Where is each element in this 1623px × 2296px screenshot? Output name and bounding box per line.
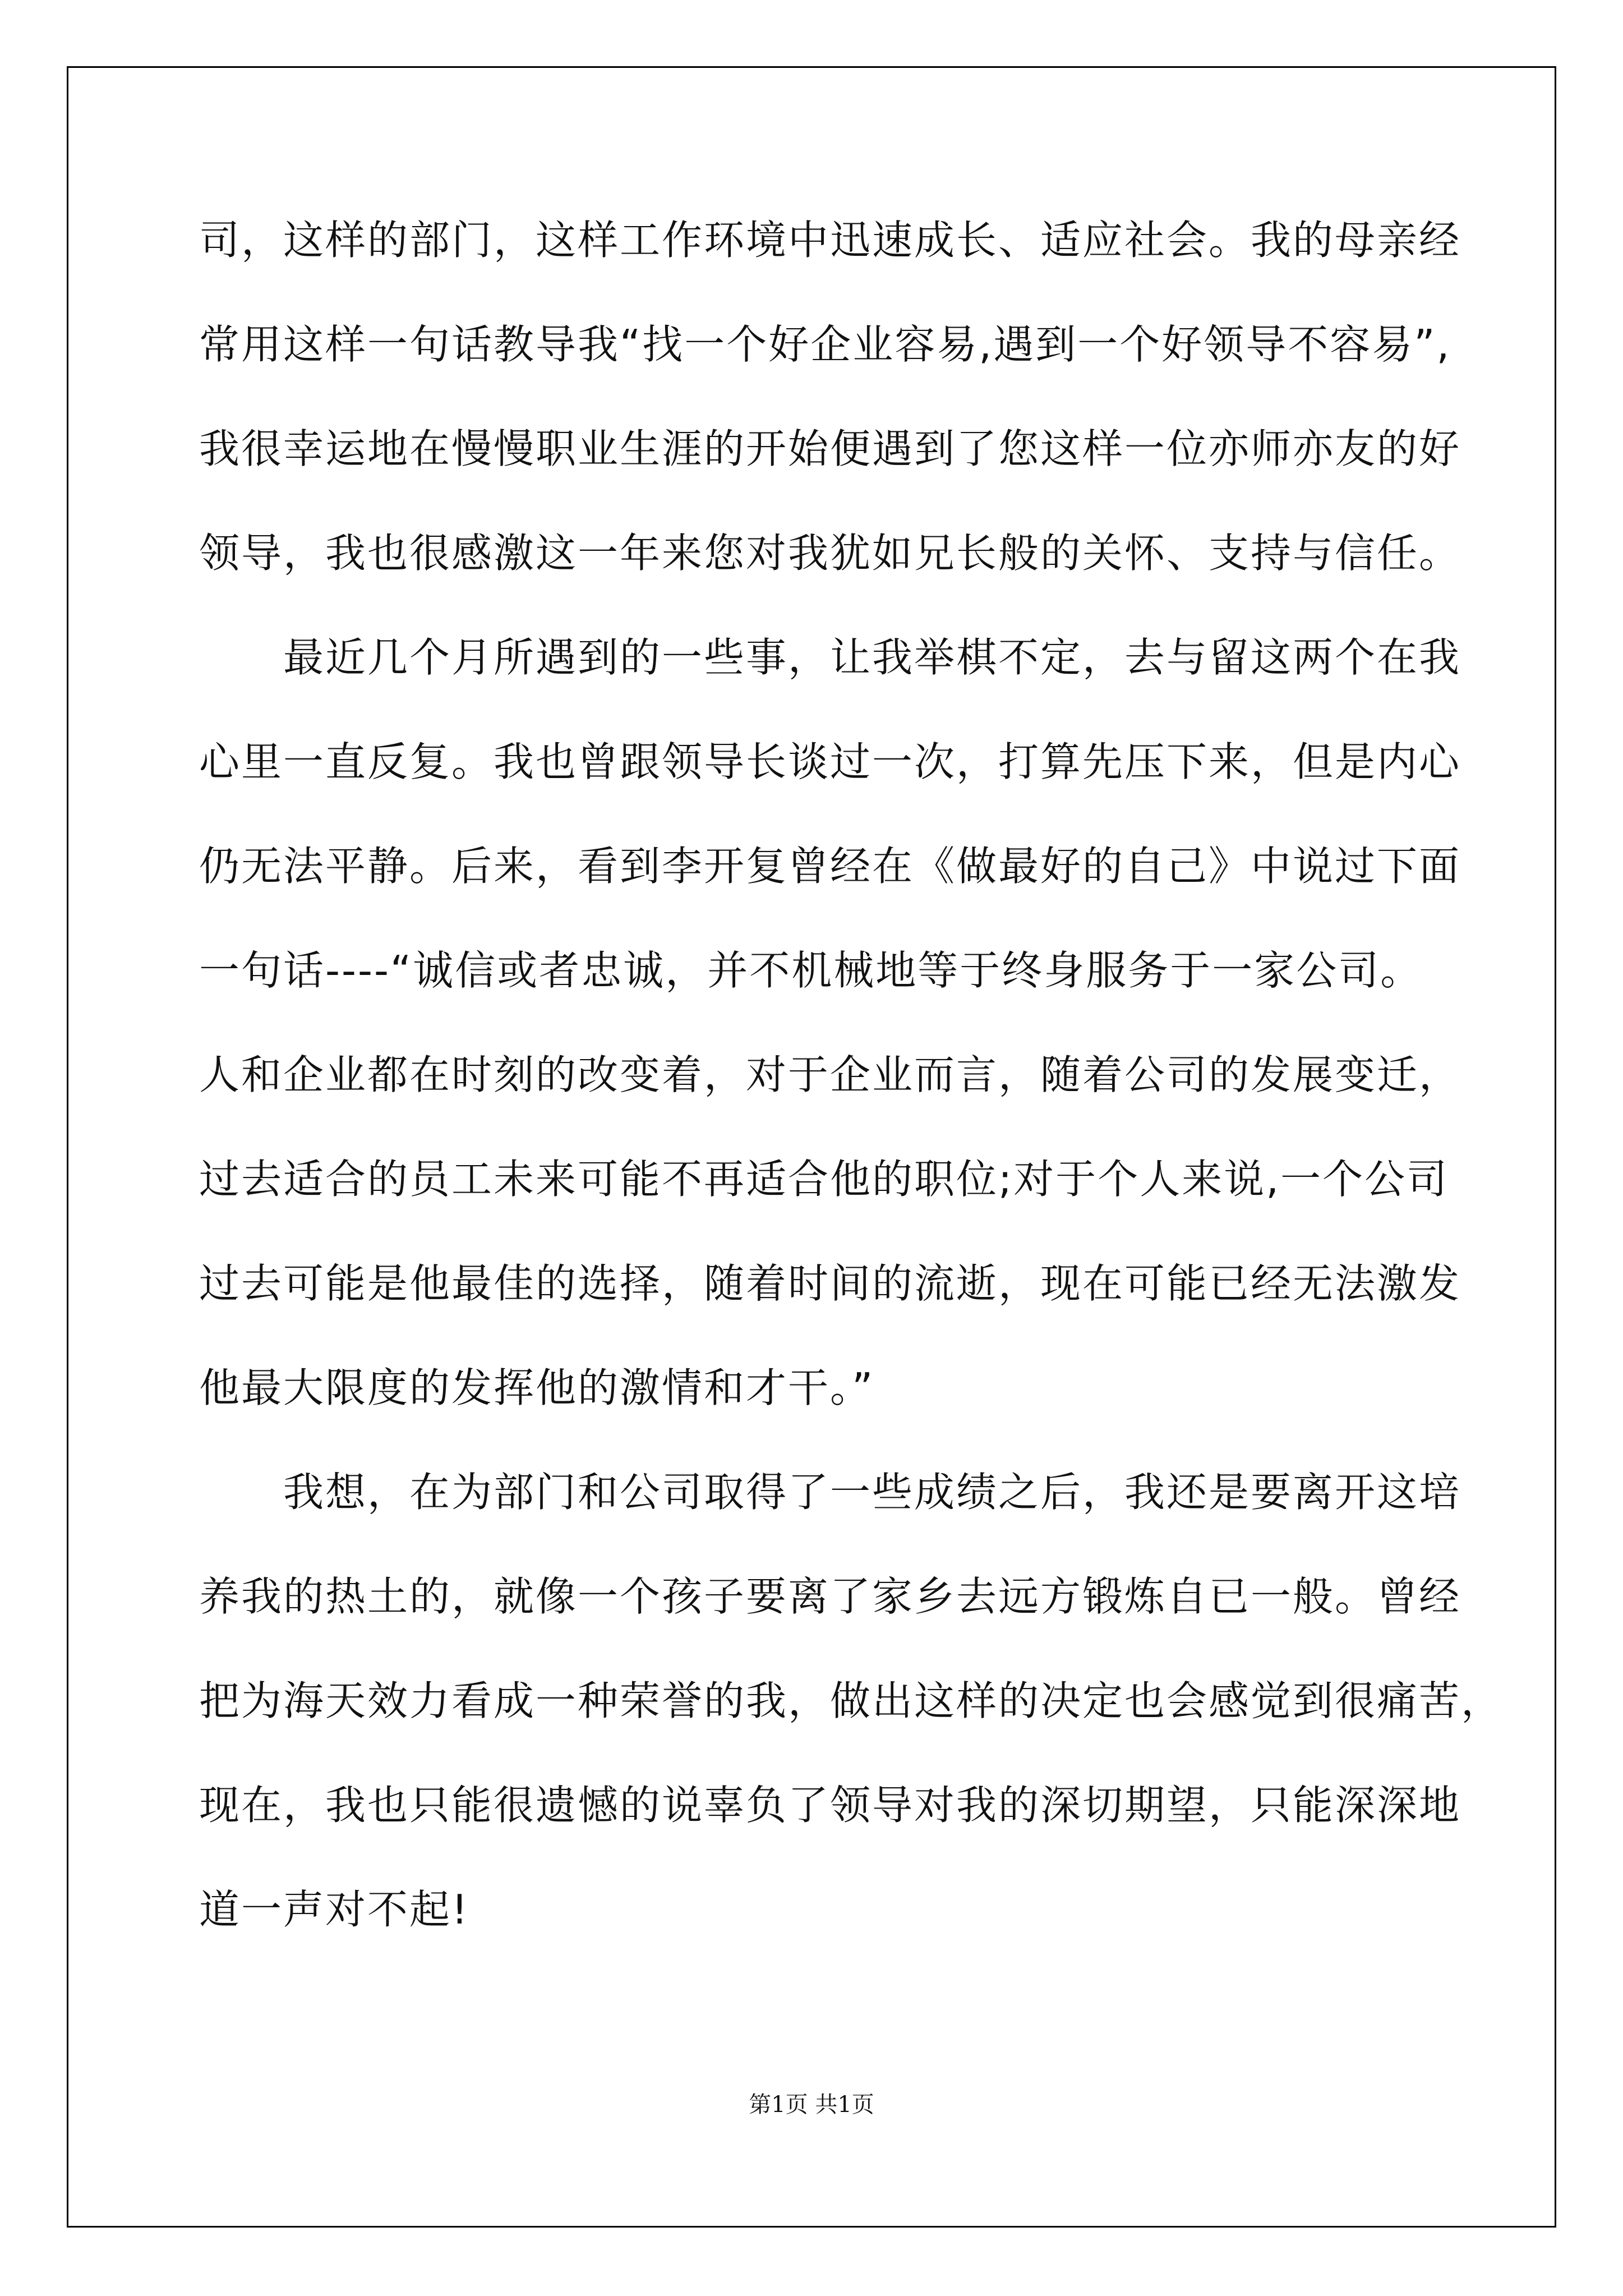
text-line: 道一声对不起! — [199, 1886, 469, 1933]
text-line: 一句话----“诚信或者忠诚，并不机械地等于终身服务于一家公司。 — [199, 947, 1423, 994]
text-line: 人和企业都在时刻的改变着，对于企业而言，随着公司的发展变迁， — [199, 1051, 1461, 1098]
text-line: 现在，我也只能很遗憾的说辜负了领导对我的深切期望，只能深深地 — [199, 1782, 1461, 1829]
page-number: 第1页 共1页 — [749, 2092, 874, 2118]
text-line: 司，这样的部门，这样工作环境中迅速成长、适应社会。我的母亲经 — [199, 217, 1461, 264]
text-line: 常用这样一句话教导我“找一个好企业容易,遇到一个好领导不容易”, — [199, 321, 1451, 368]
text-line: 仍无法平静。后来，看到李开复曾经在《做最好的自己》中说过下面 — [199, 843, 1461, 890]
text-line: 养我的热土的，就像一个孩子要离了家乡去远方锻炼自已一般。曾经 — [199, 1573, 1461, 1620]
text-line: 最近几个月所遇到的一些事，让我举棋不定，去与留这两个在我 — [283, 634, 1461, 681]
text-line: 领导，我也很感激这一年来您对我犹如兄长般的关怀、支持与信任。 — [199, 530, 1461, 577]
text-line: 把为海天效力看成一种荣誉的我，做出这样的决定也会感觉到很痛苦， — [199, 1677, 1504, 1724]
text-line: 心里一直反复。我也曾跟领导长谈过一次，打算先压下来，但是内心 — [199, 738, 1461, 785]
text-line: 我很幸运地在慢慢职业生涯的开始便遇到了您这样一位亦师亦友的好 — [199, 425, 1461, 472]
text-line: 过去可能是他最佳的选择，随着时间的流逝，现在可能已经无法激发 — [199, 1260, 1461, 1307]
text-line: 他最大限度的发挥他的激情和才干。” — [199, 1364, 875, 1411]
text-line: 我想，在为部门和公司取得了一些成绩之后，我还是要离开这培 — [283, 1469, 1461, 1516]
text-line: 过去适合的员工未来可能不再适合他的职位;对于个人来说,一个公司 — [199, 1156, 1449, 1203]
